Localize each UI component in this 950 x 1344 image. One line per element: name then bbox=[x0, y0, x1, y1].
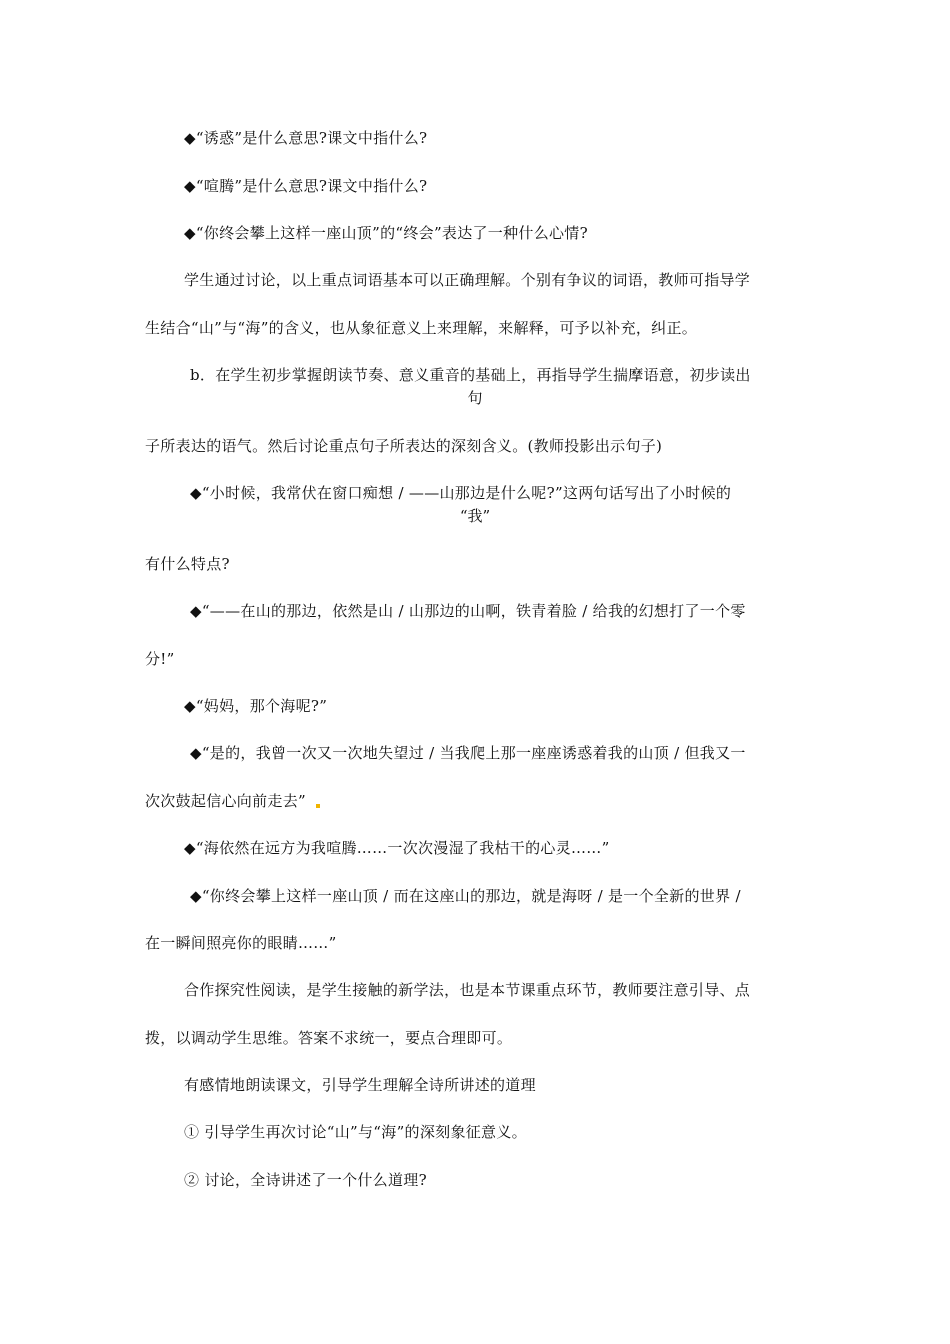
question-xuanteng: ◆“喧腾”是什么意思?课文中指什么? bbox=[184, 177, 428, 195]
quote-childhood-wrap: “我” bbox=[459, 507, 491, 525]
quote-mountain-line1: ◆“——在山的那边，依然是山 / 山那边的山啊，铁青着脸 / 给我的幻想打了一个零 bbox=[190, 602, 746, 620]
quote-summit-line2: 在一瞬间照亮你的眼睛……” bbox=[145, 934, 337, 952]
marker-dot bbox=[316, 804, 320, 808]
quote-mother: ◆“妈妈，那个海呢?” bbox=[184, 697, 328, 715]
quote-disappointed-line2 bbox=[145, 791, 320, 811]
quote-disappointed-text: 次次鼓起信心向前走去” bbox=[145, 792, 306, 810]
paragraph-cooperative-line1: 合作探究性阅读，是学生接触的新学法，也是本节课重点环节，教师要注意引导、点 bbox=[184, 981, 751, 999]
step-b-line2: 子所表达的语气。然后讨论重点句子所表达的深刻含义。(教师投影出示句子) bbox=[145, 437, 663, 455]
quote-summit-line1: ◆“你终会攀上这样一座山顶 / 而在这座山的那边，就是海呀 / 是一个全新的世界 / bbox=[190, 887, 741, 905]
paragraph-reading: 有感情地朗读课文，引导学生理解全诗所讲述的道理 bbox=[184, 1076, 536, 1094]
quote-disappointed-line1: ◆“是的，我曾一次又一次地失望过 / 当我爬上那一座座诱惑着我的山顶 / 但我又一 bbox=[190, 744, 746, 762]
question-zhonghui: ◆“你终会攀上这样一座山顶”的“终会”表达了一种什么心情? bbox=[184, 224, 588, 242]
step-b-wrap-char: 句 bbox=[467, 389, 483, 407]
quote-childhood-line2: 有什么特点? bbox=[145, 555, 230, 573]
question-youhuo: ◆“诱惑”是什么意思?课文中指什么? bbox=[184, 129, 428, 147]
list-item-2: ② 讨论，全诗讲述了一个什么道理? bbox=[184, 1171, 427, 1189]
quote-sea: ◆“海依然在远方为我喧腾……一次次漫湿了我枯干的心灵……” bbox=[184, 839, 610, 857]
step-b-line1: b．在学生初步掌握朗读节奏、意义重音的基础上，再指导学生揣摩语意，初步读出 bbox=[190, 366, 751, 384]
paragraph-cooperative-line2: 拨，以调动学生思维。答案不求统一，要点合理即可。 bbox=[145, 1029, 513, 1047]
paragraph-discussion-line2: 生结合“山”与“海”的含义，也从象征意义上来理解，来解释，可予以补充，纠正。 bbox=[145, 319, 698, 337]
quote-mountain-line2: 分!” bbox=[145, 650, 175, 668]
quote-childhood-line1: ◆“小时候，我常伏在窗口痴想 / ——山那边是什么呢?”这两句话写出了小时候的 bbox=[190, 484, 732, 502]
paragraph-discussion-line1: 学生通过讨论，以上重点词语基本可以正确理解。个别有争议的词语，教师可指导学 bbox=[184, 271, 751, 289]
list-item-1: ① 引导学生再次讨论“山”与“海”的深刻象征意义。 bbox=[184, 1123, 527, 1141]
